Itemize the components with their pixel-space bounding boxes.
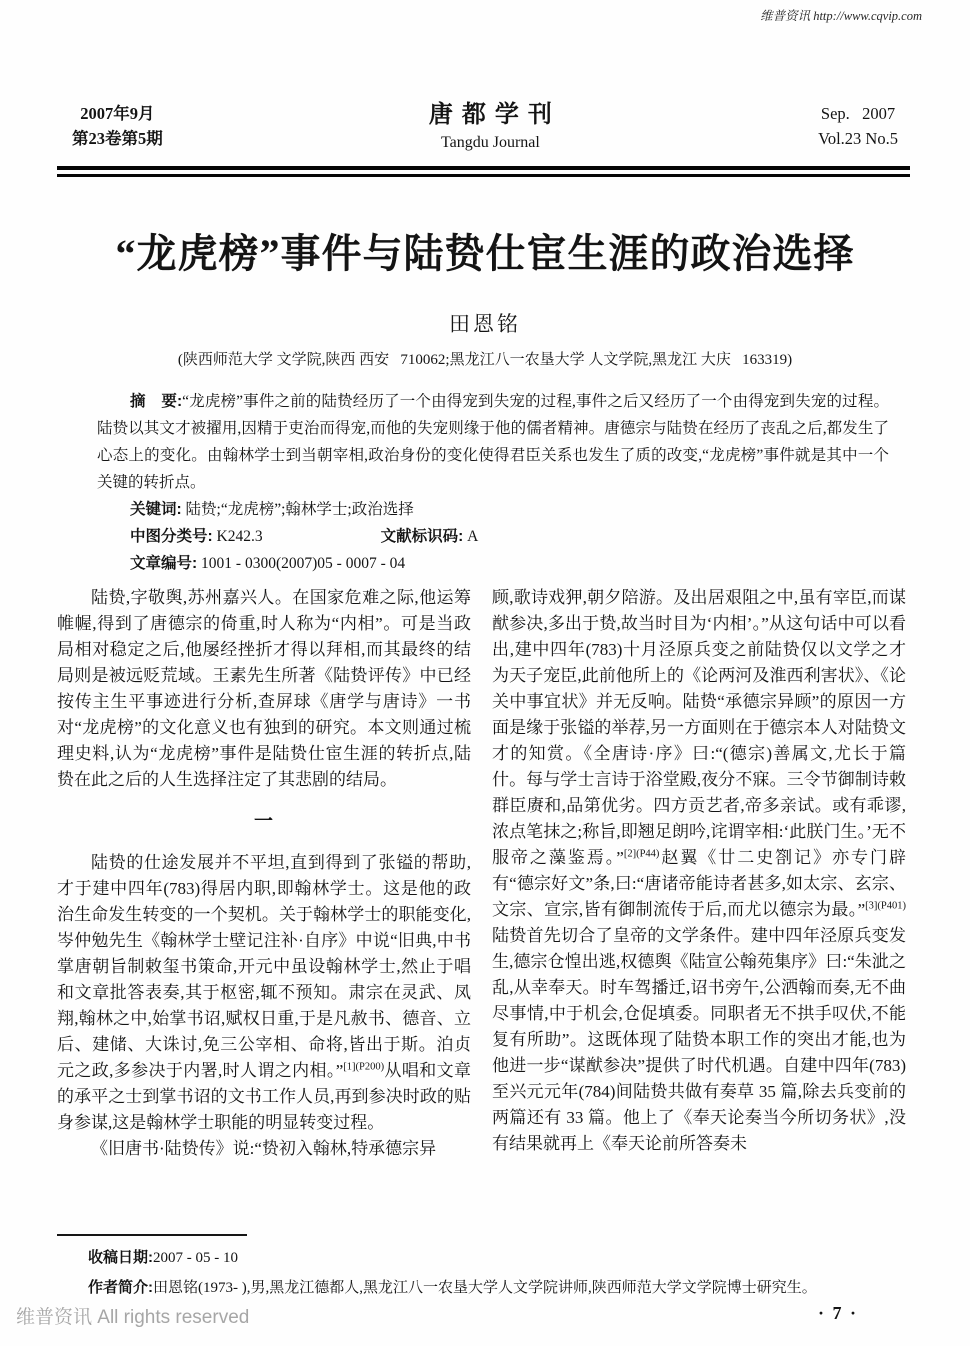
- author-bio-line: [88, 1273, 918, 1303]
- body-paragraph: 《旧唐书·陆贽传》说:“贽初入翰林,特承德宗异: [91, 1139, 437, 1158]
- doc-code-value: A: [463, 528, 479, 545]
- issue-date-en: Sep. 2007: [820, 104, 896, 123]
- body-paragraph: 陆贽,字敬舆,苏州嘉兴人。在国家危难之际,他运筹帷幄,得到了唐德宗的倚重,时人称为“内相”。可是当政局相对稳定之后,他屡经挫折才得以拜相,而其最终的结局则是被远贬荒域。王素先生所著《陆贽评传》中已经按传主生平事迹进行分析,查屏球《唐学与唐诗》一书对“龙虎榜”的文化意义也有独到的研究。本文则通过梳理史料,认为“龙虎榜”事件是陆贽仕宦生涯的转折点,陆贽在此之后的人生选择注定了其悲剧的结局。: [57, 588, 471, 789]
- received-date-line: [88, 1243, 918, 1273]
- article-author: 田恩铭: [449, 312, 521, 336]
- author-bio-value: 田恩铭(1973- ),男,黑龙江德都人,黑龙江八一农垦大学人文学院讲师,陕西师范大学文学院博士研究生。: [153, 1280, 817, 1296]
- body-paragraph: 顾,歌诗戏狎,朝夕陪游。及出居艰阻之中,虽有宰臣,而谋猷参决,多出于贽,故当时目为‘内相’。”从这句话中可以看出,建中四年(783)十月泾原兵变之前陆贽仅以文学之才为天子宠臣,此前他所上的《论两河及淮西利害状》、《论关中事宜状》并无反响。陆贽“承德宗异顾”的原因一方面是缘于张镒的举荐,另一方面则在于德宗本人对陆贽文才的知赏。《全唐诗·序》曰:“(德宗)善属文,尤长于篇什。每与学士言诗于浴堂殿,夜分不寐。三令节御制诗敕群臣赓和,品第优劣。四方贡艺者,帝多亲试。或有乖谬,浓点笔抹之;称旨,即翘足朗吟,诧谓宰相:‘此朕门生。’无不服帝之藻鉴焉。”$^{[2](P44)}$赵翼《廿二史劄记》亦专门辟有“德宗好文”条,曰:“唐诸帝能诗者甚多,如太宗、玄宗、文宗、宣宗,皆有御制流传于后,而尤以德宗为最。”$^{[3](P401)}$陆贽首先切合了皇帝的文学条件。建中四年泾原兵变发生,德宗仓惶出逃,权德舆《陆宣公翰苑集序》曰:“朱泚之乱,从幸奉天。时车驾播迁,诏书旁午,公洒翰而奏,无不曲尽事情,中于机会,仓促填委。同职者无不拱手叹伏,不能复有所助”。这既体现了陆贽本职工作的突出才能,也为他进一步“谋猷参决”提供了时代机遇。自建中四年(783)至兴元元年(784)间陆贽共做有奏草 35 篇,除去兵变前的两篇还有 33 篇。他上了《奉天论奏当今所切务状》,没有结果就再上《奉天论前所答奏未: [492, 588, 906, 1153]
- keywords-label: 关键词:: [130, 501, 182, 518]
- keywords-line: [97, 496, 889, 523]
- page-number: · 7 ·: [818, 1303, 859, 1323]
- article-id-label: 文章编号:: [130, 555, 198, 572]
- abstract-label: 摘 要:: [130, 393, 183, 410]
- received-date-value: 2007 - 05 - 10: [153, 1250, 238, 1266]
- bottom-watermark: 维普资讯 All rights reserved: [16, 1307, 250, 1328]
- clc-value: K242.3: [212, 528, 263, 545]
- footnote-block: [88, 1243, 918, 1303]
- header-issue-info: [72, 101, 163, 151]
- author-affiliation: (陕西师范大学 文学院,陕西 西安 710062;黑龙江八一农垦大学 人文学院,黑龙江 大庆 163319): [177, 352, 793, 368]
- citation-ref: [3](P401): [865, 900, 906, 912]
- journal-title-en: Tangdu Journal: [440, 134, 540, 151]
- issue-date: 2007年9月: [80, 104, 155, 123]
- received-date-label: 收稿日期:: [88, 1249, 153, 1266]
- header-issue-info-en: [818, 101, 898, 151]
- volume-issue: 第23卷第5期: [72, 129, 163, 148]
- abstract-paragraph: [97, 388, 889, 496]
- journal-title-cn: 唐都学刊: [428, 102, 561, 128]
- citation-ref: [1](P200): [343, 1061, 385, 1073]
- abstract-block: [97, 388, 889, 577]
- journal-title-block: [420, 101, 561, 155]
- citation-ref: [2](P44): [623, 848, 660, 860]
- volume-issue-en: Vol.23 No.5: [818, 129, 898, 148]
- footnote-rule: [57, 1234, 247, 1236]
- doc-code-label: 文献标识码:: [380, 528, 464, 545]
- cqvip-watermark: 维普资讯 http://www.cqvip.com: [760, 9, 922, 23]
- journal-header: [72, 101, 898, 155]
- body-paragraph: 陆贽的仕途发展并不平坦,直到得到了张镒的帮助,才于建中四年(783)得居内职,即翰林学士。这是他的政治生命发生转变的一个契机。关于翰林学士的职能变化,岑仲勉先生《翰林学士壁记注补·自序》中说“旧典,中书掌唐朝旨制敕玺书策命,开元中虽设翰林学士,然止于唱和文章批答表奏,其于枢密,辄不预知。肃宗在灵武、凤翔,翰林之中,始掌书诏,赋权日重,于是凡赦书、德音、立后、建储、大诛讨,免三公宰相、命将,皆出于斯。泊贞元之政,多参决于内署,时人谓之内相。”$^{[1](P200)}$从唱和文章的承平之士到掌书诏的文书工作人员,再到参决时政的贴身参谋,这是翰林学士职能的明显转变过程。: [57, 853, 471, 1132]
- right-column: [492, 585, 906, 1162]
- body-columns: [57, 585, 906, 1162]
- article-id-value: 1001 - 0300(2007)05 - 0007 - 04: [197, 555, 406, 572]
- classification-line: [97, 523, 889, 550]
- clc-label: 中图分类号:: [130, 528, 213, 545]
- header-double-rule: [57, 166, 910, 177]
- section-divider: 一: [253, 811, 274, 832]
- author-bio-label: 作者简介:: [88, 1279, 153, 1296]
- article-title: “龙虎榜”事件与陆贽仕宦生涯的政治选择: [115, 231, 855, 276]
- article-id-line: [97, 550, 889, 577]
- left-column: [57, 585, 471, 1162]
- keywords-text: 陆贽;“龙虎榜”;翰林学士;政治选择: [181, 501, 414, 518]
- abstract-text: “龙虎榜”事件之前的陆贽经历了一个由得宠到失宠的过程,事件之后又经历了一个由得宠到失宠的过程。陆贽以其文才被擢用,因精于吏治而得宠,而他的失宠则缘于他的儒者精神。唐德宗与陆贽在经历了丧乱之后,都发生了心态上的变化。由翰林学士到当朝宰相,政治身份的变化使得君臣关系也发生了质的改变,“龙虎榜”事件就是其中一个关键的转折点。: [97, 393, 889, 491]
